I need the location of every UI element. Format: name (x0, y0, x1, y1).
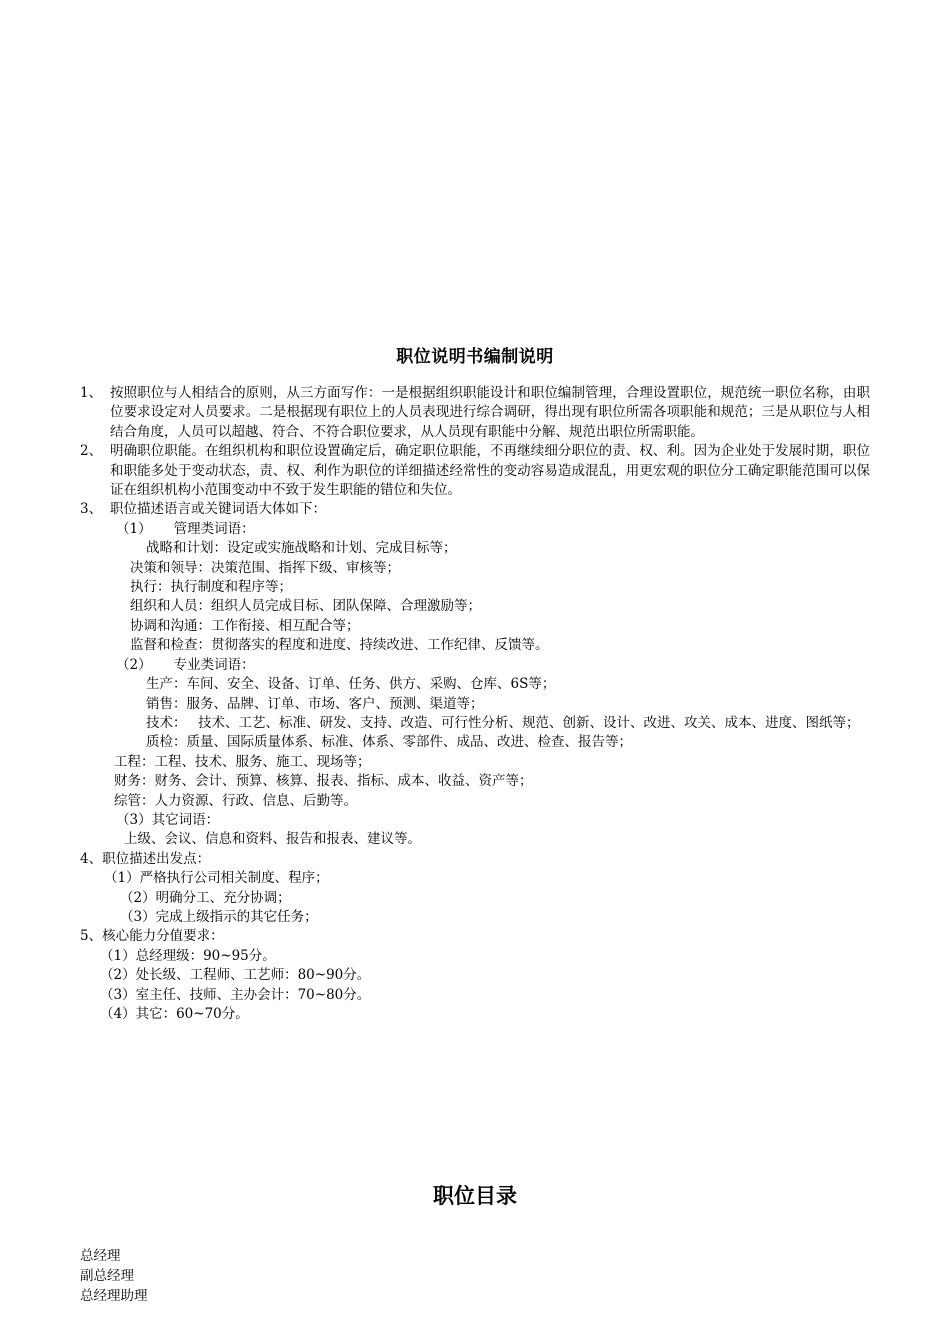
document-title: 职位说明书编制说明 (396, 347, 554, 367)
section-5-heading: 5、核心能力分值要求： (80, 928, 224, 945)
section-4-point: （2）明确分工、充分协调； (120, 889, 291, 906)
item-3 (80, 500, 870, 519)
item-text: 职位描述语言或关键词语大体如下： (110, 501, 326, 518)
subsection-label: 专业类词语： (173, 656, 255, 673)
item-2 (80, 442, 870, 500)
subsection-professional (80, 656, 870, 675)
subsection-management (80, 520, 870, 539)
section-5-point: （2）处长级、工程师、工艺师：80~90分。 (100, 967, 371, 984)
mgmt-term: 执行：执行制度和程序等； (130, 579, 292, 596)
directory-item: 副总经理 (80, 1268, 134, 1284)
subsection-label: 管理类词语： (173, 520, 255, 537)
prof-term-engineering: 工程：工程、技术、服务、施工、现场等； (114, 753, 371, 770)
mgmt-term: 决策和领导：决策范围、指挥下级、审核等； (130, 559, 400, 576)
item-1 (80, 384, 870, 442)
item-number: 3、 (80, 501, 103, 518)
mgmt-term: 战略和计划：设定或实施战略和计划、完成目标等； (146, 540, 457, 557)
directory-item: 总经理助理 (80, 1288, 148, 1304)
section-4-point: （1）严格执行公司相关制度、程序； (104, 870, 329, 887)
directory-list (80, 1246, 148, 1306)
mgmt-term: 监督和检查：贯彻落实的程度和进度、持续改进、工作纪律、反馈等。 (130, 637, 549, 654)
prof-term-admin: 综管：人力资源、行政、信息、后勤等。 (114, 792, 357, 809)
item-text: 按照职位与人相结合的原则，从三方面写作：一是根据组织职能设计和职位编制管理，合理设置职位，规范统一职位名称，由职位要求设定对人员要求。二是根据现有职位上的人员表现进行综合调研，得出现有职位所需各项职能和规范；三是从职位与人相结合角度，人员可以超越、符合、不符合职位要求，从人员现有职能中分解、规范出职位所需职能。 (110, 385, 870, 440)
section-5-point: （1）总经理级：90~95分。 (100, 947, 276, 964)
item-text: 明确职位职能。在组织机构和职位设置确定后，确定职位职能，不再继续细分职位的责、权、利。因为企业处于发展时期，职位和职能多处于变动状态，责、权、利作为职位的详细描述经常性的变动容易造成混乱，用更宏观的职位分工确定职能范围可以保证在组织机构小范围变动中不致于发生职能的错位和失位。 (110, 443, 870, 499)
prof-term-tech (80, 714, 870, 733)
document-body (80, 384, 870, 1024)
mgmt-term: 协调和沟通：工作衔接、相互配合等； (130, 617, 360, 634)
prof-term-sales: 销售：服务、品牌、订单、市场、客户、预测、渠道等； (146, 695, 484, 712)
prof-term-tech-label: 技术： (146, 714, 187, 731)
section-5-point: （4）其它：60~70分。 (100, 1006, 249, 1022)
subsection-number: （2） (116, 656, 152, 673)
section-4-heading: 4、职位描述出发点： (80, 850, 211, 867)
subsection-other: （3）其它词语： (116, 811, 220, 828)
prof-term-quality: 质检：质量、国际质量体系、标准、体系、零部件、成品、改进、检查、报告等； (146, 734, 632, 751)
section-4-point: （3）完成上级指示的其它任务； (120, 908, 318, 925)
prof-term-tech-text: 技术、工艺、标准、研发、支持、改造、可行性分析、规范、创新、设计、改进、攻关、成本、进度、图纸等； (198, 714, 860, 731)
subsection-number: （1） (116, 520, 152, 537)
directory-title: 职位目录 (433, 1183, 517, 1208)
prof-term-finance: 财务：财务、会计、预算、核算、报表、指标、成本、收益、资产等； (114, 773, 533, 790)
mgmt-term: 组织和人员：组织人员完成目标、团队保障、合理激励等； (130, 598, 481, 615)
prof-term-production: 生产：车间、安全、设备、订单、任务、供方、采购、仓库、6S等； (146, 676, 556, 693)
directory-item: 总经理 (80, 1248, 121, 1264)
section-5-point: （3）室主任、技师、主办会计：70~80分。 (100, 986, 371, 1003)
item-number: 2、 (80, 443, 103, 460)
other-terms: 上级、会议、信息和资料、报告和报表、建议等。 (124, 831, 421, 848)
item-number: 1、 (80, 385, 103, 401)
